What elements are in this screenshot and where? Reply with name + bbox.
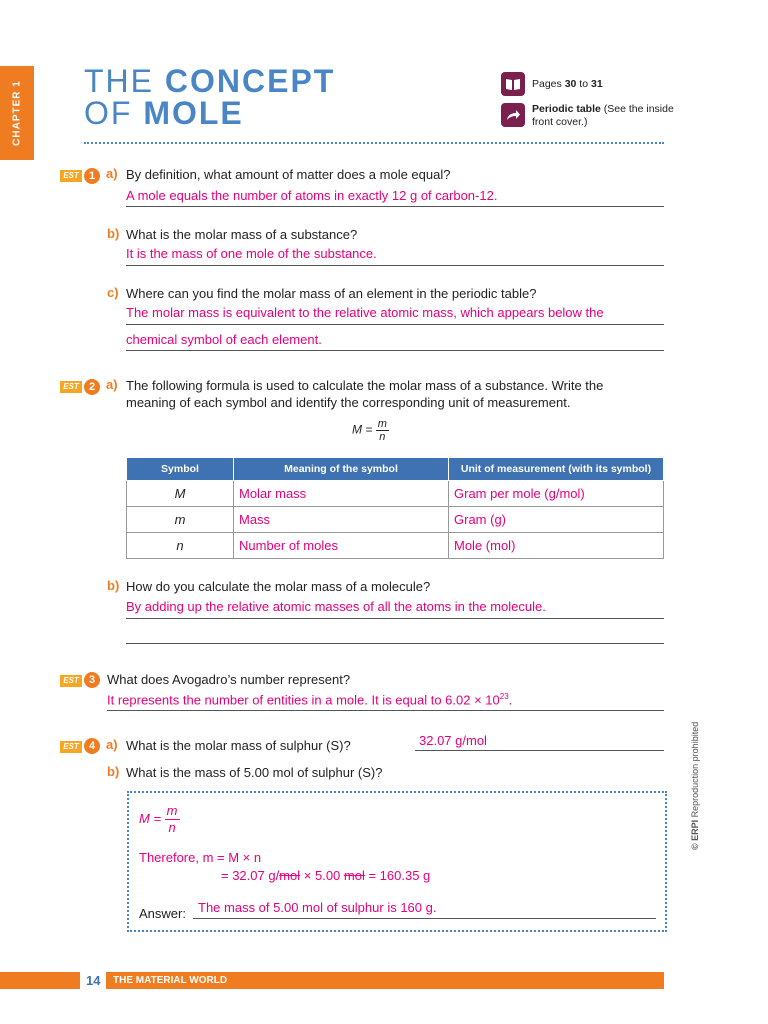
page-title-line-1: [84, 64, 335, 98]
answer-line: [126, 350, 664, 351]
symbol-cell: n: [127, 533, 234, 559]
work-therefore: Therefore, m = M × n: [139, 850, 262, 865]
footer-bar: [0, 972, 664, 989]
title-concept: CONCEPT: [164, 63, 336, 99]
meaning-cell[interactable]: Molar mass: [234, 481, 449, 507]
answer-line: [107, 710, 664, 711]
unit-cell[interactable]: Gram (g): [449, 507, 664, 533]
q4b-label: b): [107, 764, 120, 779]
title-the: THE: [84, 63, 165, 99]
title-divider: [84, 142, 664, 144]
periodic-table-arrow-icon: [501, 103, 525, 127]
periodic-table-reference: Periodic table (See the inside front cover.): [532, 103, 674, 128]
q1c-answer-line-2[interactable]: chemical symbol of each element.: [126, 332, 322, 347]
answer-line: [126, 324, 664, 325]
table-row: [127, 481, 664, 507]
q1c-question: Where can you find the molar mass of an element in the periodic table?: [126, 286, 537, 301]
answer-line: [126, 618, 664, 619]
q1c-label: c): [107, 285, 119, 300]
question-1-number: 1: [84, 168, 100, 184]
chapter-tab: [0, 66, 34, 160]
answer-line: [415, 750, 664, 751]
book-icon: [501, 72, 525, 96]
q3-answer[interactable]: It represents the number of entities in a mole. It is equal to $6.02 \times 10^{23}$.: [107, 692, 513, 708]
copyright-notice: © ERPI Reproduction prohibited: [690, 721, 700, 850]
title-of: OF: [84, 95, 144, 131]
meaning-cell[interactable]: Mass: [234, 507, 449, 533]
q1b-label: b): [107, 226, 120, 241]
q3-question: What does Avogadro’s number represent?: [107, 672, 351, 687]
q1b-question: What is the molar mass of a substance?: [126, 227, 358, 242]
q1a-label: a): [106, 166, 118, 181]
q4b-question: What is the mass of 5.00 mol of sulphur (S)?: [126, 765, 383, 780]
symbol-cell: m: [127, 507, 234, 533]
table-row: [127, 533, 664, 559]
q4a-answer[interactable]: 32.07 g/mol: [419, 733, 487, 748]
unit-cell[interactable]: Gram per mole (g/mol): [449, 481, 664, 507]
q4b-answer[interactable]: The mass of 5.00 mol of sulphur is 160 g.: [198, 900, 437, 915]
question-2-number: 2: [84, 379, 100, 395]
answer-label: Answer:: [139, 906, 186, 921]
q2a-question: The following formula is used to calculate the molar mass of a substance. Write the meaning of each symbol and identify the corresponding unit of measurement.: [126, 378, 604, 410]
answer-line: [126, 206, 664, 207]
est-badge: EST: [60, 381, 82, 393]
molar-mass-formula: M = $\frac{m}{n}$: [352, 418, 387, 443]
q2a-label: a): [106, 377, 118, 392]
answer-line: [193, 918, 656, 919]
est-badge: EST: [60, 741, 82, 753]
meaning-cell[interactable]: Number of moles: [234, 533, 449, 559]
unit-cell[interactable]: Mole (mol): [449, 533, 664, 559]
est-badge: EST: [60, 675, 82, 687]
question-4-number: 4: [84, 738, 100, 754]
answer-line: [126, 643, 664, 644]
pages-reference: Pages 30 to 31: [532, 78, 603, 90]
book-title: THE MATERIAL WORLD: [113, 975, 228, 986]
q1a-answer[interactable]: A mole equals the number of atoms in exactly 12 g of carbon-12.: [126, 188, 498, 203]
q1c-answer-line-1[interactable]: The molar mass is equivalent to the relative atomic mass, which appears below the: [126, 305, 604, 320]
chapter-label: CHAPTER 1: [11, 80, 23, 146]
work-calculation: = 32.07 g/mol × 5.00 mol = 160.35 g: [221, 868, 431, 883]
column-header: Symbol: [127, 458, 234, 481]
table-header-row: [127, 458, 664, 481]
page-title-line-2: [84, 96, 244, 130]
q4a-question: What is the molar mass of sulphur (S)?: [126, 738, 351, 753]
q4a-label: a): [106, 737, 118, 752]
work-formula: M = $\frac{m}{n}$: [139, 803, 178, 835]
q2b-label: b): [107, 578, 120, 593]
question-3-number: 3: [84, 672, 100, 688]
column-header: Unit of measurement (with its symbol): [449, 458, 664, 481]
units-table: [126, 457, 664, 559]
q1b-answer[interactable]: It is the mass of one mole of the substance.: [126, 246, 377, 261]
q2b-question: How do you calculate the molar mass of a molecule?: [126, 579, 431, 594]
symbol-cell: M: [127, 481, 234, 507]
answer-line: [126, 265, 664, 266]
title-mole: MOLE: [143, 95, 244, 131]
table-row: [127, 507, 664, 533]
page-number: 14: [80, 972, 106, 989]
q2b-answer[interactable]: By adding up the relative atomic masses of all the atoms in the molecule.: [126, 599, 546, 614]
column-header: Meaning of the symbol: [234, 458, 449, 481]
q1a-question: By definition, what amount of matter does a mole equal?: [126, 167, 451, 182]
est-badge: EST: [60, 170, 82, 182]
